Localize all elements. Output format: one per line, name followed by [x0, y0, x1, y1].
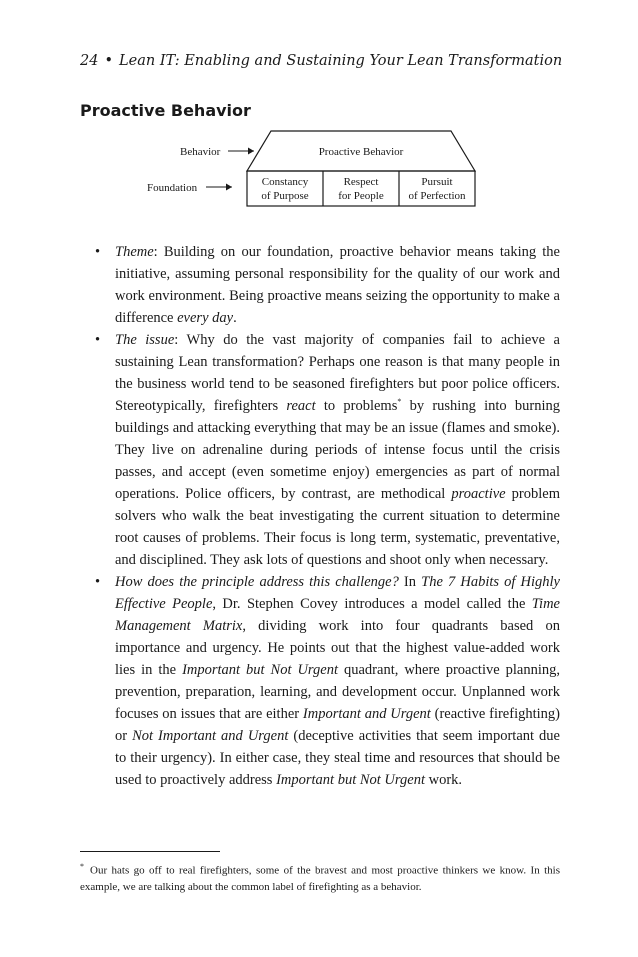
page-number: 24 [80, 53, 99, 69]
bullet-text: In [398, 574, 422, 590]
bullet-theme [95, 241, 560, 329]
bullet-text: (deceptive activities that seem important due to their urgency). In either case, they steal time and resources that should be used to proactively address [115, 728, 560, 788]
behavior-label: Behavior [180, 146, 221, 158]
bullet-emphasis: react [286, 398, 316, 414]
footnote-reference[interactable]: * [397, 397, 402, 407]
book-citation: The 7 Habits of Highly Effective People [115, 574, 560, 612]
pillar-1-line-1: Constancy [261, 176, 309, 188]
pillar-2-line-1: Respect [343, 176, 379, 188]
bullet-issue [95, 329, 560, 571]
pillar-3-line-2: of Perfection [408, 190, 466, 202]
book-title: Lean IT: Enabling and Sustaining Your Lean Transformation [119, 53, 563, 69]
bullet-lead: How does the principle address this challenge? [115, 574, 399, 590]
header-separator: • [104, 53, 114, 69]
bullet-text: to problems [315, 398, 398, 414]
pillar-2-line-2: for People [338, 190, 384, 202]
bullet-emphasis: Not Important and Urgent [132, 728, 289, 744]
bullet-text: quadrant, where proactive planning, prevention, preparation, learning, and development occur. Unplanned work focuses on issues that are either [115, 662, 560, 722]
bullet-marker: • [95, 574, 101, 590]
bullet-text: work. [424, 772, 463, 788]
pillar-3-line-1: Pursuit [421, 176, 453, 188]
bullet-text: Building on our foundation, proactive behavior means taking the initiative, assuming personal responsibility for the quality of our work and work environment. Being proactive means seizing the opportunity to make a difference [115, 244, 560, 326]
bullet-text: by rushing into burning buildings and attacking everything that may be an issue (flames and smoke). They live on adrenaline during periods of intense focus until the crisis passes, and accept (even sometime enjoy) emergencies as part of normal operations. Police officers, by contrast, are methodical [115, 398, 560, 502]
bullet-text: Why do the vast majority of companies fail to achieve a sustaining Lean transformation? Perhaps one reason is that many people in the business world tend to be seasoned firefighters but poor police officers. Stereotypically, firefighters [115, 332, 560, 414]
bullet-lead: The issue [115, 332, 175, 348]
foundation-label: Foundation [147, 182, 198, 194]
bullet-emphasis: Important but Not Urgent [182, 662, 339, 678]
footnote-text: Our hats go off to real firefighters, some of the bravest and most proactive thinkers we know. In this example, we are talking about the common label of firefighting as a behavior. [80, 864, 560, 893]
bullet-emphasis: Time Management Matrix [115, 596, 560, 634]
footnote-rule [80, 851, 220, 852]
pillar-1-line-2: of Purpose [261, 190, 309, 202]
bullet-colon: : [153, 244, 158, 260]
bullet-marker: • [95, 332, 101, 348]
bullet-text: . [233, 310, 237, 326]
bullet-emphasis: Important and Urgent [302, 706, 431, 722]
bullet-text: , dividing work into four quadrants based on importance and urgency. He points out that the highest value-added work lies in the [115, 618, 560, 678]
roof-label: Proactive Behavior [318, 146, 404, 158]
section-title: Proactive Behavior [80, 101, 251, 120]
proactive-behavior-diagram [140, 127, 485, 209]
bullet-challenge [95, 571, 560, 791]
bullet-lead: Theme [115, 244, 154, 260]
footnote [80, 859, 560, 895]
running-header [80, 53, 562, 69]
bullet-emphasis: proactive [451, 486, 506, 502]
bullet-text: , Dr. Stephen Covey introduces a model called the [212, 596, 532, 612]
bullet-colon: : [174, 332, 179, 348]
footnote-mark: * [80, 862, 84, 871]
bullet-marker: • [95, 244, 101, 260]
bullet-emphasis: every day [177, 310, 234, 326]
bullet-list [95, 241, 560, 791]
bullet-text: problem solvers who walk the beat investigating the current situation to determine root causes of problems. Their focus is long term, systematic, preventative, and disciplined. They ask lots of questions and shoot only when necessary. [115, 486, 560, 568]
bullet-text: (reactive firefighting) or [115, 706, 560, 744]
bullet-emphasis: Important but Not Urgent [276, 772, 425, 788]
